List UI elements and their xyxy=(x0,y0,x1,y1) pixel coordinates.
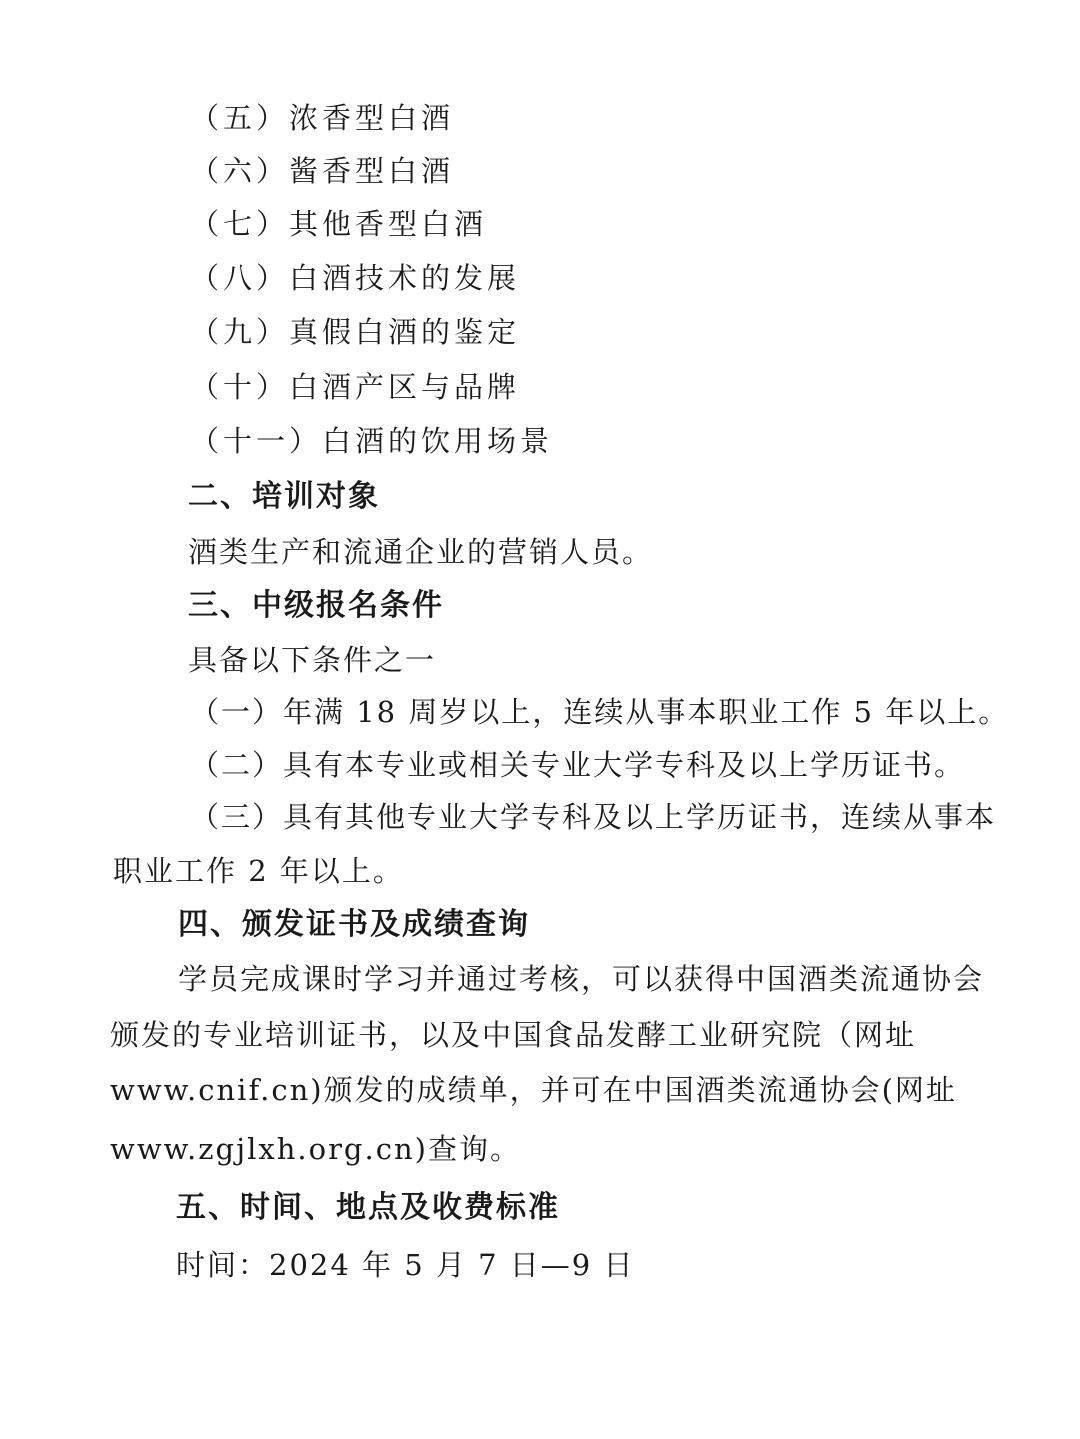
training-targets-text: 酒类生产和流通企业的营销人员。 xyxy=(188,535,654,569)
list-item-7: （七）其他香型白酒 xyxy=(190,207,488,241)
conditions-intro: 具备以下条件之一 xyxy=(188,643,437,677)
list-item-6: （六）酱香型白酒 xyxy=(190,154,455,188)
condition-1: （一）年满 18 周岁以上，连续从事本职业工作 5 年以上。 xyxy=(190,695,1010,729)
section-heading-registration-conditions: 三、中级报名条件 xyxy=(188,588,444,623)
condition-3-line-1: （三）具有其他专业大学专科及以上学历证书，连续从事本 xyxy=(190,800,997,834)
section-heading-time-place-fee: 五、时间、地点及收费标准 xyxy=(176,1190,560,1225)
condition-3-line-2: 职业工作 2 年以上。 xyxy=(113,854,404,888)
certificate-text-line-2: 颁发的专业培训证书，以及中国食品发酵工业研究院（网址 xyxy=(110,1018,917,1052)
certificate-text-line-3: www.cnif.cn)颁发的成绩单，并可在中国酒类流通协会(网址 xyxy=(110,1073,957,1107)
time-text: 时间：2024 年 5 月 7 日—9 日 xyxy=(176,1248,635,1282)
list-item-11: （十一）白酒的饮用场景 xyxy=(190,424,554,458)
condition-2: （二）具有本专业或相关专业大学专科及以上学历证书。 xyxy=(190,748,966,782)
certificate-text-line-4: www.zgjlxh.org.cn)查询。 xyxy=(110,1132,521,1166)
list-item-9: （九）真假白酒的鉴定 xyxy=(190,315,521,349)
list-item-10: （十）白酒产区与品牌 xyxy=(190,370,521,404)
list-item-8: （八）白酒技术的发展 xyxy=(190,261,521,295)
section-heading-certificate: 四、颁发证书及成绩查询 xyxy=(178,907,530,942)
certificate-text-line-1: 学员完成课时学习并通过考核，可以获得中国酒类流通协会 xyxy=(178,962,985,996)
section-heading-training-targets: 二、培训对象 xyxy=(188,479,380,514)
list-item-5: （五）浓香型白酒 xyxy=(190,101,455,135)
